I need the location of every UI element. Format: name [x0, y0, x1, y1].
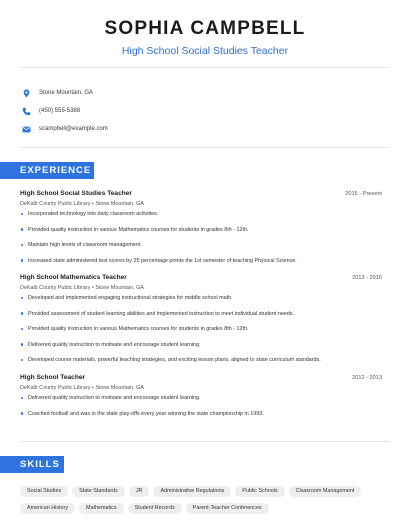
skill-chip: Administrative Regulations — [153, 486, 231, 497]
job-dates: 2013 - 2015 — [352, 275, 382, 281]
list-item: Coached football and was in the state play-offs every year winning the state championship in 1993. — [20, 411, 382, 427]
experience-entry — [20, 374, 382, 426]
list-item: Developed course materials, powerful teaching strategies, and exciting lesson plans, aligned to state curriculum standards. — [20, 357, 382, 373]
skill-chip: Classroom Management — [289, 486, 362, 497]
skill-chip: Public Schools — [235, 486, 284, 497]
list-item: Provided assessment of student learning abilities and implemented instruction to meet individual student needs. — [20, 311, 382, 327]
candidate-title: High School Social Studies Teacher — [121, 45, 289, 57]
list-item: Delivered quality instruction to motivate and encourage student learning. — [20, 395, 382, 411]
job-role: High School Mathematics Teacher — [20, 274, 127, 281]
list-item: Developed and implemented engaging instructional strategies for middle school math. — [20, 295, 382, 311]
job-bullets — [20, 395, 382, 426]
contact-list — [22, 84, 108, 138]
experience-entry — [20, 190, 382, 273]
skill-chip: JR — [129, 486, 150, 497]
resume-header — [0, 0, 410, 57]
skill-chip: State Standards — [72, 486, 125, 497]
list-item: Maintain high levels of classroom management. — [20, 242, 382, 258]
phone-icon — [22, 107, 31, 116]
contact-email — [22, 120, 108, 138]
list-item: Increased state administered test scores by 25 percentage points the 1st semester of teaching Physical Science. — [20, 258, 382, 274]
skills-heading: SKILLS — [0, 456, 64, 473]
experience-entry — [20, 274, 382, 373]
contact-email-text: scampbell@example.com — [39, 126, 108, 132]
job-bullets — [20, 211, 382, 273]
skill-chip: Mathematics — [79, 503, 124, 514]
job-organization: DeKalb County Public Library • Stone Mountain, GA — [20, 285, 144, 291]
job-location: Stone Mountain, GA — [95, 385, 144, 391]
skill-chip: Parent-Teacher Conferences — [186, 503, 269, 514]
candidate-name: SOPHIA CAMPBELL — [104, 18, 306, 39]
job-role: High School Teacher — [20, 374, 86, 381]
list-item: Provided quality instruction in various Mathematics courses for students in grades 8th - 12th. — [20, 227, 382, 243]
contact-divider — [20, 147, 390, 148]
job-bullets — [20, 295, 382, 373]
job-location: Stone Mountain, GA — [95, 201, 144, 207]
experience-divider — [20, 441, 390, 442]
job-dates: 2012 - 2013 — [352, 375, 382, 381]
job-employer: DeKalb County Public Library — [20, 385, 91, 391]
job-employer: DeKalb County Public Library — [20, 201, 91, 207]
skill-chip: Social Studies — [20, 486, 68, 497]
email-icon — [22, 125, 31, 134]
header-divider — [20, 67, 390, 68]
contact-location-text: Stone Mountain, GA — [39, 90, 94, 96]
job-employer: DeKalb County Public Library — [20, 285, 91, 291]
skill-chip: Student Records — [128, 503, 182, 514]
contact-location — [22, 84, 108, 102]
location-pin-icon — [22, 89, 31, 98]
job-location: Stone Mountain, GA — [95, 285, 144, 291]
list-item: Incorporated technology into daily classroom activities. — [20, 211, 382, 227]
list-item: Provided quality instruction in various Mathematics courses for students in grades 8th - 12th. — [20, 326, 382, 342]
job-dates: 2015 - Present — [345, 191, 382, 197]
skill-chip: American History — [20, 503, 75, 514]
job-role: High School Social Studies Teacher — [20, 190, 132, 197]
job-organization: DeKalb County Public Library • Stone Mountain, GA — [20, 201, 144, 207]
contact-phone-text: (450) 555-5388 — [39, 108, 81, 114]
experience-heading: EXPERIENCE — [0, 162, 94, 179]
job-organization: DeKalb County Public Library • Stone Mountain, GA — [20, 385, 144, 391]
list-item: Delivered quality instruction to motivate and encourage student learning. — [20, 342, 382, 358]
contact-phone — [22, 102, 108, 120]
skills-list — [20, 486, 380, 514]
